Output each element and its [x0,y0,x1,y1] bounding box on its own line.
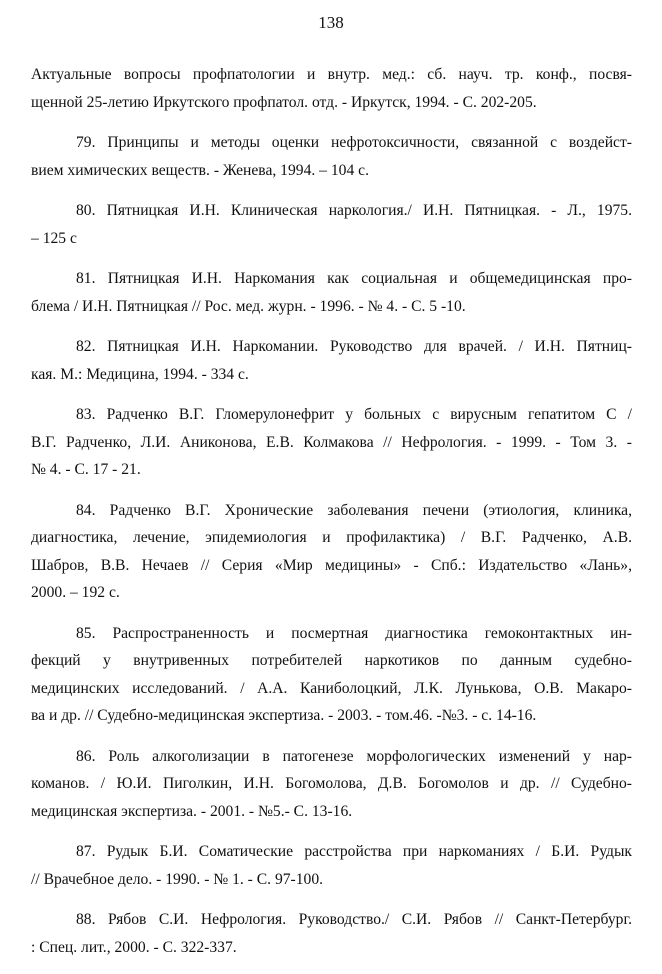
reference-list [31,61,632,974]
reference-line: блема / И.Н. Пятницкая // Рос. мед. журн. - 1996. - № 4. - С. 5 -10. [31,297,466,315]
reference-line: В.Г. Радченко, Л.И. Аниконова, Е.В. Колмакова // Нефрология. - 1999. - Том 3. - [31,433,632,451]
reference-line: команов. / Ю.И. Пиголкин, И.Н. Богомолова, Д.В. Богомолов и др. // Судебно- [31,775,632,792]
reference-line: Шабров, В.В. Нечаев // Серия «Мир медицины» - Спб.: Издательство «Лань», [31,556,632,574]
reference-item-84 [31,497,632,607]
reference-item-80 [31,197,632,252]
reference-item-82 [31,333,632,388]
reference-line: 85. Распространенность и посмертная диагностика гемоконтактных ин- [76,624,632,642]
reference-line: 81. Пятницкая И.Н. Наркомания как социальная и общемедицинская про- [76,270,632,287]
reference-line: 2000. – 192 с. [31,584,120,601]
reference-item-87 [31,838,632,893]
reference-line: ва и др. // Судебно-медицинская экспертиза. - 2003. - том.46. -№3. - с. 14-16. [31,707,537,724]
reference-line: щенной 25-летию Иркутского профпатол. отд. - Иркутск, 1994. - С. 202-205. [31,93,537,111]
reference-line: медицинских исследований. / А.А. Каниболоцкий, Л.К. Лунькова, О.В. Макаро- [31,679,632,697]
reference-line: кая. М.: Медицина, 1994. - 334 с. [31,365,249,383]
reference-line: Актуальные вопросы профпатологии и внутр. мед.: сб. науч. тр. конф., посвя- [31,66,632,83]
reference-line: 86. Роль алкоголизации в патогенезе морфологических изменений у нар- [76,747,632,765]
reference-line: 79. Принципы и методы оценки нефротоксичности, связанной с воздейст- [76,134,632,151]
reference-line: № 4. - С. 17 - 21. [31,461,141,478]
reference-line: – 125 с [31,229,77,247]
page-number: 138 [318,13,344,32]
reference-item-81 [31,265,632,320]
reference-line: вием химических веществ. - Женева, 1994. – 104 с. [31,161,369,179]
reference-line: 82. Пятницкая И.Н. Наркомании. Руководство для врачей. / И.Н. Пятниц- [76,338,632,355]
reference-item-79 [31,129,632,184]
reference-item-86 [31,743,632,826]
reference-item-85 [31,620,632,730]
reference-item-83 [31,401,632,484]
reference-line: // Врачебное дело. - 1990. - № 1. - С. 97-100. [31,870,324,888]
reference-line: 83. Радченко В.Г. Гломерулонефрит у больных с вирусным гепатитом С / [76,406,632,423]
reference-line: 80. Пятницкая И.Н. Клиническая наркология./ И.Н. Пятницкая. - Л., 1975. [76,202,632,219]
reference-item-78-continuation [31,61,632,116]
reference-line: 88. Рябов С.И. Нефрология. Руководство./ С.И. Рябов // Санкт-Петербург. [76,911,632,928]
reference-line: : Спец. лит., 2000. - С. 322-337. [31,938,237,956]
reference-line: фекций у внутривенных потребителей наркотиков по данным судебно- [31,652,632,669]
reference-line: 87. Рудык Б.И. Соматические расстройства при наркоманиях / Б.И. Рудык [76,843,632,860]
reference-line: медицинская экспертиза. - 2001. - №5.- С. 13-16. [31,802,353,820]
reference-line: диагностика, лечение, эпидемиология и профилактика) / В.Г. Радченко, А.В. [31,529,632,546]
reference-item-88 [31,906,632,961]
reference-line: 84. Радченко В.Г. Хронические заболевания печени (этиология, клиника, [76,501,632,519]
